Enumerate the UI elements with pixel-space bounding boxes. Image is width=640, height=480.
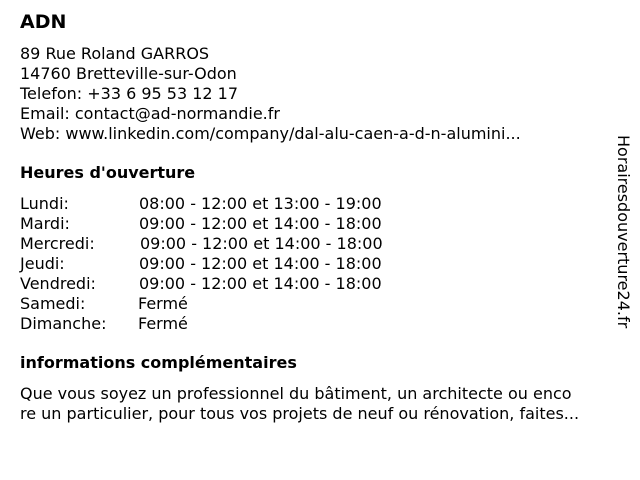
- hours-day: Jeudi:: [20, 254, 65, 273]
- hours-time: 09:00 - 12:00 et 14:00 - 18:00: [139, 254, 382, 273]
- info-line: Que vous soyez un professionnel du bâtiment, un architecte ou enco: [20, 384, 572, 403]
- hours-day: Mercredi:: [20, 234, 95, 253]
- site-watermark: Horairesdouverture24.fr: [614, 135, 633, 329]
- info-heading: informations complémentaires: [20, 353, 297, 372]
- hours-day: Dimanche:: [20, 314, 107, 333]
- info-line: re un particulier, pour tous vos projets de neuf ou rénovation, faites...: [20, 404, 580, 423]
- hours-time: 09:00 - 12:00 et 14:00 - 18:00: [139, 214, 382, 233]
- email-line[interactable]: Email: contact@ad-normandie.fr: [20, 104, 280, 123]
- hours-day: Lundi:: [20, 194, 69, 213]
- hours-time: Fermé: [138, 314, 188, 333]
- hours-time: 09:00 - 12:00 et 14:00 - 18:00: [139, 274, 382, 293]
- phone-line[interactable]: Telefon: +33 6 95 53 12 17: [20, 84, 239, 103]
- contact-block: [20, 44, 521, 144]
- address-city: 14760 Bretteville-sur-Odon: [20, 64, 237, 83]
- info-description: [20, 384, 632, 424]
- hours-day: Samedi:: [20, 294, 86, 313]
- address-street: 89 Rue Roland GARROS: [20, 44, 210, 63]
- hours-time: Fermé: [138, 294, 188, 313]
- business-name: ADN: [20, 11, 67, 33]
- hours-time: 08:00 - 12:00 et 13:00 - 19:00: [139, 194, 382, 213]
- hours-day: Vendredi:: [20, 274, 96, 293]
- hours-day: Mardi:: [20, 214, 70, 233]
- web-line[interactable]: Web: www.linkedin.com/company/dal-alu-caen-a-d-n-alumini...: [20, 124, 521, 143]
- hours-heading: Heures d'ouverture: [20, 163, 196, 182]
- hours-time: 09:00 - 12:00 et 14:00 - 18:00: [140, 234, 383, 253]
